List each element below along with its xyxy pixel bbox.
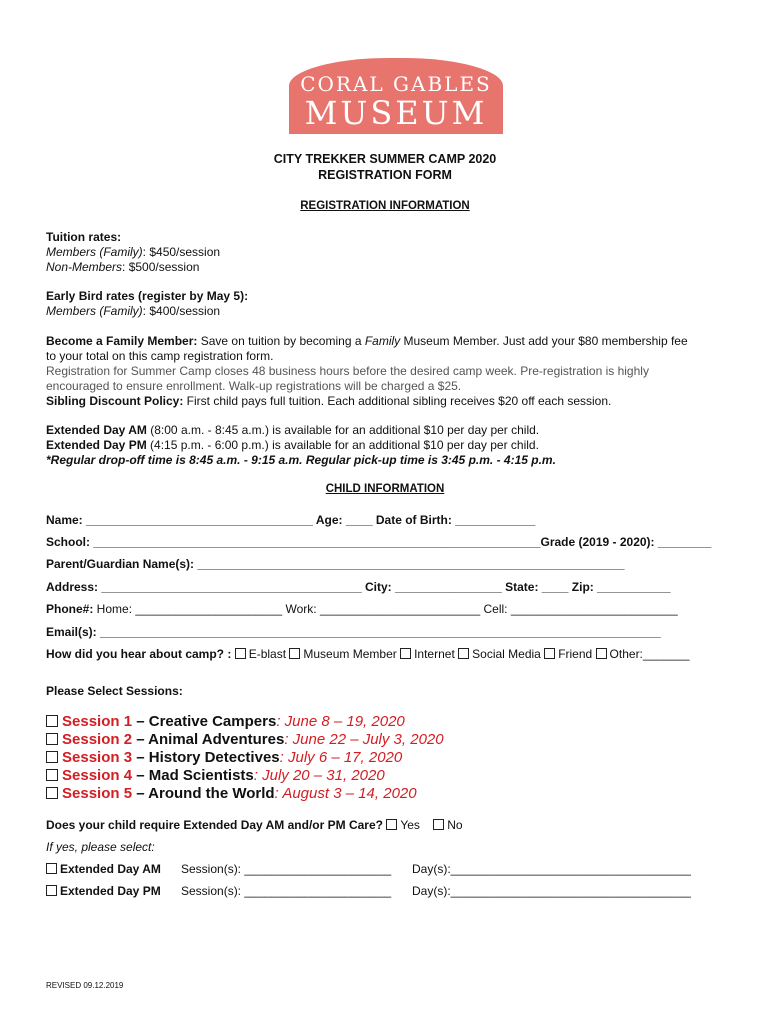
tuition-members: Members (Family): $450/session [46, 245, 221, 259]
hear-option-friend[interactable]: Friend [544, 647, 592, 661]
form-title-line1: CITY TREKKER SUMMER CAMP 2020 [273, 152, 497, 166]
checkbox-icon[interactable] [46, 751, 58, 763]
family-member-line2: to your total on this camp registration form. [46, 349, 274, 363]
parent-row[interactable]: Parent/Guardian Name(s): ________________________________________________________________ [46, 557, 625, 571]
form-title-line2: REGISTRATION FORM [318, 168, 452, 182]
sessions-heading: Please Select Sessions: [46, 684, 183, 698]
checkbox-icon[interactable] [400, 648, 411, 659]
revision-footer: REVISED 09.12.2019 [46, 981, 124, 990]
school-row[interactable]: School: ___________________________________________________________________Grade (2019 - 2020): ________ [46, 535, 712, 549]
checkbox-icon[interactable] [458, 648, 469, 659]
family-member-line1: Become a Family Member: Save on tuition by becoming a Family Museum Member. Just add your $80 membership fee [46, 334, 688, 348]
email-row[interactable]: Email(s): ____________________________________________________________________________________ [46, 625, 661, 639]
session-4-option[interactable]: Session 4 – Mad Scientists: July 20 – 31, 2020 [46, 767, 385, 784]
session-3-option[interactable]: Session 3 – History Detectives: July 6 – 17, 2020 [46, 749, 402, 766]
extended-care-yes[interactable]: Yes [386, 818, 420, 832]
extended-pm-info: Extended Day PM (4:15 p.m. - 6:00 p.m.) is available for an additional $10 per day per child. [46, 438, 539, 452]
closing-note-line1: Registration for Summer Camp closes 48 business hours before the desired camp week. Pre-registration is highly [46, 364, 649, 378]
checkbox-icon[interactable] [46, 715, 58, 727]
checkbox-icon[interactable] [46, 885, 57, 896]
checkbox-icon[interactable] [46, 787, 58, 799]
hear-option-eblast[interactable]: E-blast [235, 647, 286, 661]
checkbox-icon[interactable] [46, 863, 57, 874]
extended-care-no[interactable]: No [433, 818, 462, 832]
checkbox-icon[interactable] [596, 648, 607, 659]
checkbox-icon[interactable] [46, 769, 58, 781]
extended-pm-sessions-field[interactable]: Session(s): ______________________ [181, 884, 392, 898]
session-1-option[interactable]: Session 1 – Creative Campers: June 8 – 19, 2020 [46, 713, 405, 730]
extended-care-question-row: Does your child require Extended Day AM and/or PM Care? Yes No [46, 818, 463, 832]
checkbox-icon[interactable] [235, 648, 246, 659]
hear-option-social-media[interactable]: Social Media [458, 647, 541, 661]
name-row[interactable]: Name: __________________________________ Age: ____ Date of Birth: ____________ [46, 513, 536, 527]
early-bird-members: Members (Family): $400/session [46, 304, 221, 318]
address-row[interactable]: Address: _______________________________________ City: ________________ State: ____ Zip: ___________ [46, 580, 671, 594]
session-2-option[interactable]: Session 2 – Animal Adventures: June 22 – July 3, 2020 [46, 731, 444, 748]
tuition-label: Tuition rates: [46, 230, 122, 244]
hear-row: How did you hear about camp? : E-blast Museum Member Internet Social Media Friend Other:_______ [46, 647, 690, 661]
hear-option-internet[interactable]: Internet [400, 647, 455, 661]
regular-times: *Regular drop-off time is 8:45 a.m. - 9:15 a.m. Regular pick-up time is 3:45 p.m. - 4:15 p.m. [46, 453, 556, 467]
checkbox-icon[interactable] [544, 648, 555, 659]
logo-line2: MUSEUM [304, 94, 488, 132]
extended-am-info: Extended Day AM (8:00 a.m. - 8:45 a.m.) is available for an additional $10 per day per child. [46, 423, 540, 437]
hear-option-other[interactable]: Other:_______ [596, 647, 690, 661]
session-5-option[interactable]: Session 5 – Around the World: August 3 – 14, 2020 [46, 785, 417, 802]
registration-heading: REGISTRATION INFORMATION [300, 200, 470, 212]
extended-pm-days-field[interactable]: Day(s):____________________________________ [412, 884, 691, 898]
extended-pm-row[interactable]: Extended Day PM [46, 884, 161, 898]
checkbox-icon[interactable] [46, 733, 58, 745]
checkbox-icon[interactable] [289, 648, 300, 659]
hear-option-museum-member[interactable]: Museum Member [289, 647, 396, 661]
checkbox-icon[interactable] [433, 819, 444, 830]
child-info-heading: CHILD INFORMATION [325, 483, 445, 495]
tuition-nonmembers: Non-Members: $500/session [46, 260, 200, 274]
checkbox-icon[interactable] [386, 819, 397, 830]
extended-am-row[interactable]: Extended Day AM [46, 862, 161, 876]
sibling-policy: Sibling Discount Policy: First child pays full tuition. Each additional sibling receives $20 off each session. [46, 394, 612, 408]
extended-am-sessions-field[interactable]: Session(s): ______________________ [181, 862, 392, 876]
museum-logo [289, 58, 503, 134]
phone-row[interactable]: Phone#: Home: ______________________ Work: ________________________ Cell: _________________________ [46, 602, 678, 616]
early-bird-label: Early Bird rates (register by May 5): [46, 289, 249, 303]
closing-note-line2: encouraged to ensure enrollment. Walk-up registrations will be charged a $25. [46, 379, 462, 393]
if-yes-label: If yes, please select: [46, 840, 155, 854]
extended-am-days-field[interactable]: Day(s):____________________________________ [412, 862, 691, 876]
logo-line1: CORAL GABLES [300, 72, 492, 96]
